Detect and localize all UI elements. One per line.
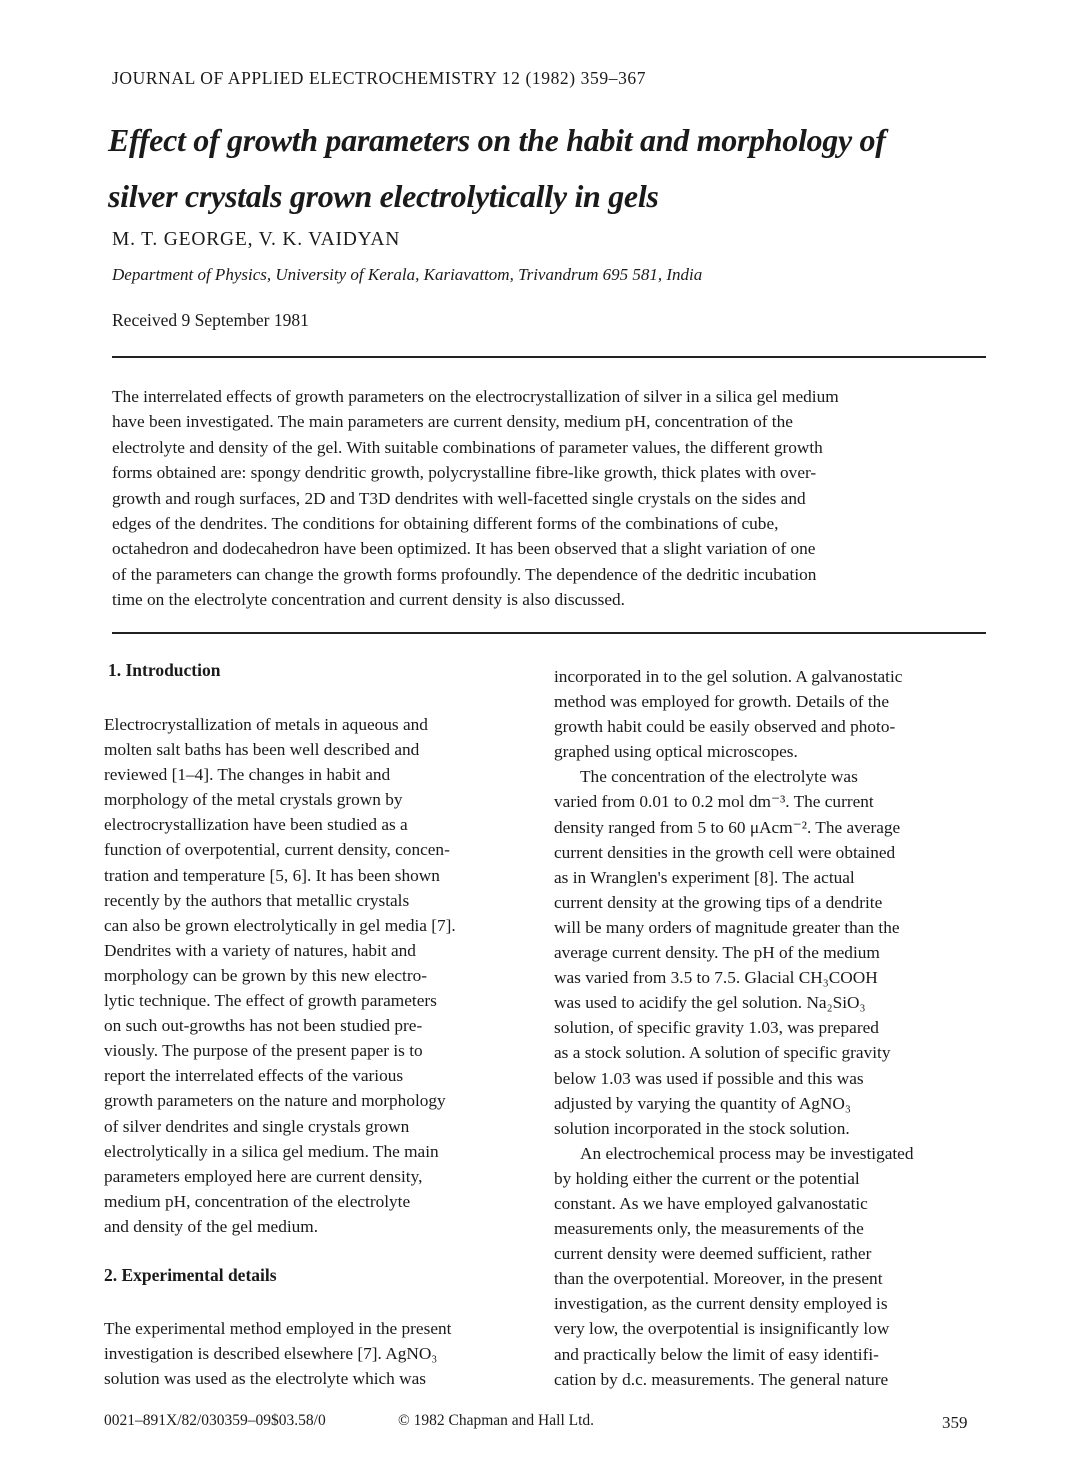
body-line: investigation, as the current density employed is [554,1294,888,1314]
body-line: will be many orders of magnitude greater than the [554,917,900,937]
body-line: growth parameters on the nature and morphology [104,1091,446,1111]
body-line: tration and temperature [5, 6]. It has been shown [104,865,440,885]
body-line: cation by d.c. measurements. The general nature [554,1369,889,1389]
title-line: silver crystals grown electrolytically in gels [108,178,659,214]
body-line: than the overpotential. Moreover, in the present [554,1269,883,1289]
body-line: measurements only, the measurements of the [554,1219,864,1239]
body-line: reviewed [1–4]. The changes in habit and [104,765,391,785]
body-line: solution was used as the electrolyte which was [104,1369,427,1389]
body-line: can also be grown electrolytically in gel media [7]. [104,915,456,935]
abstract-bottom-rule [112,632,986,634]
abstract-line: growth and rough surfaces, 2D and T3D dendrites with well-facetted single crystals on the sides and [112,488,806,508]
body-line: and density of the gel medium. [104,1216,319,1236]
received-date: Received 9 September 1981 [112,310,309,330]
abstract-line: of the parameters can change the growth forms profoundly. The dependence of the dedritic incubation [112,564,817,584]
article-title [108,112,1008,224]
body-line: report the interrelated effects of the various [104,1066,404,1086]
experimental-body [104,1316,534,1391]
body-line: average current density. The pH of the medium [554,943,880,963]
body-line: The experimental method employed in the present [104,1319,452,1338]
body-line: parameters employed here are current density, [104,1166,423,1186]
body-line: method was employed for growth. Details of the [554,692,889,712]
body-line: constant. As we have employed galvanostatic [554,1193,868,1213]
body-line: and practically below the limit of easy identifi- [554,1344,879,1364]
right-column-body [554,664,984,1392]
body-line: current densities in the growth cell were obtained [554,842,896,862]
body-line: solution, of specific gravity 1.03, was prepared [554,1018,879,1038]
body-line: medium pH, concentration of the electrolyte [104,1191,411,1211]
authors: M. T. GEORGE, V. K. VAIDYAN [112,229,401,250]
footer-code: 0021–891X/82/030359–09$03.58/0 [104,1412,326,1429]
abstract-top-rule [112,356,986,358]
body-line: lytic technique. The effect of growth parameters [104,991,437,1011]
body-line: density ranged from 5 to 60 μAcm⁻². The average [554,817,901,837]
body-line: morphology can be grown by this new electro- [104,965,427,985]
page-number: 359 [942,1413,968,1432]
body-line: morphology of the metal crystals grown by [104,790,403,810]
body-line: was varied from 3.5 to 7.5. Glacial CH₃COOH [554,968,878,988]
body-line: current density at the growing tips of a dendrite [554,892,883,912]
body-line: incorporated in to the gel solution. A galvanostatic [554,667,903,686]
body-line: electrolytically in a silica gel medium. The main [104,1141,439,1161]
abstract-line: time on the electrolyte concentration and current density is also discussed. [112,590,626,610]
body-line: adjusted by varying the quantity of AgNO₃ [554,1093,851,1113]
body-line: Electrocrystallization of metals in aqueous and [104,715,428,734]
body-line: was used to acidify the gel solution. Na₂SiO₃ [554,993,866,1013]
body-line: varied from 0.01 to 0.2 mol dm⁻³. The current [554,792,874,812]
journal-header: JOURNAL OF APPLIED ELECTROCHEMISTRY 12 (1982) 359–367 [112,68,647,88]
body-line: The concentration of the electrolyte was [580,767,858,787]
title-line: Effect of growth parameters on the habit and morphology of [108,122,886,158]
abstract-line: edges of the dendrites. The conditions for obtaining different forms of the combinations of cube, [112,514,779,534]
body-line: of silver dendrites and single crystals grown [104,1116,410,1136]
body-line: function of overpotential, current density, concen- [104,840,450,860]
abstract-line: have been investigated. The main parameters are current density, medium pH, concentration of the [112,412,793,432]
abstract-line: electrolyte and density of the gel. With suitable combinations of parameter values, the different growth [112,437,823,457]
body-line: recently by the authors that metallic crystals [104,890,410,910]
body-line: growth habit could be easily observed and photo- [554,717,896,737]
body-line: graphed using optical microscopes. [554,742,798,762]
introduction-body [104,712,534,1239]
body-line: as in Wranglen's experiment [8]. The actual [554,867,855,887]
abstract-line: The interrelated effects of growth parameters on the electrocrystallization of silver in a silica gel medium [112,387,839,406]
section-heading-introduction: 1. Introduction [108,660,221,680]
abstract [112,384,992,613]
section-heading-experimental: 2. Experimental details [104,1265,277,1285]
abstract-line: forms obtained are: spongy dendritic growth, polycrystalline fibre-like growth, thick plates with over- [112,463,817,483]
body-line: on such out-growths has not been studied pre- [104,1016,423,1036]
body-line: electrocrystallization have been studied as a [104,815,408,835]
abstract-line: octahedron and dodecahedron have been optimized. It has been observed that a slight variation of one [112,539,816,559]
body-line: current density were deemed sufficient, rather [554,1244,872,1264]
body-line: An electrochemical process may be investigated [580,1143,914,1163]
body-line: as a stock solution. A solution of specific gravity [554,1043,891,1063]
body-line: by holding either the current or the potential [554,1168,860,1188]
affiliation: Department of Physics, University of Kerala, Kariavattom, Trivandrum 695 581, India [112,265,703,284]
body-line: below 1.03 was used if possible and this was [554,1068,864,1088]
body-line: investigation is described elsewhere [7]. AgNO₃ [104,1344,438,1364]
body-line: very low, the overpotential is insignificantly low [554,1319,890,1339]
body-line: molten salt baths has been well described and [104,740,420,760]
body-line: viously. The purpose of the present paper is to [104,1041,423,1061]
body-line: Dendrites with a variety of natures, habit and [104,940,416,960]
footer-copyright: © 1982 Chapman and Hall Ltd. [398,1412,595,1429]
body-line: solution incorporated in the stock solution. [554,1118,850,1138]
